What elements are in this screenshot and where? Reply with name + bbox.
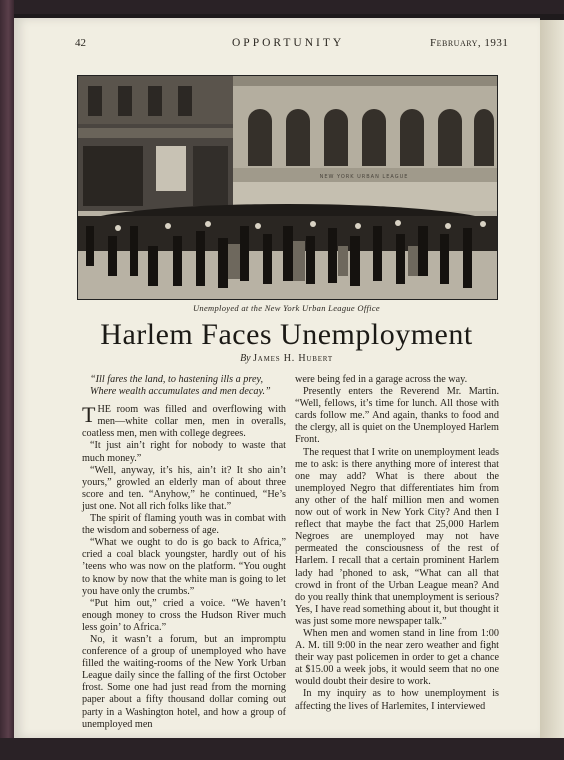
byline-prefix: By (240, 353, 251, 364)
paragraph: In my inquiry as to how unemployment is affecting the lives of Harlemites, I interviewed (295, 688, 499, 712)
magazine-title: OPPORTUNITY (232, 37, 345, 49)
paragraph: “Well, anyway, it’s his, ain’t it? It sho ain’t yours,” growled an elderly man of about three score and ten. “Anyhow,” he continued, “He’s just one. Not all rich folks like that.” (82, 464, 286, 512)
facing-page-edge (540, 20, 564, 738)
paragraph: When men and women stand in line from 1:00 A. M. till 9:00 in the near zero weather and fight their way past policemen in order to get a chance at $15.00 a week jobs, it would seem that no one would doubt their desire to work. (295, 627, 499, 688)
photo-caption: Unemployed at the New York Urban League Office (192, 303, 380, 313)
paragraph: THE room was filled and overflowing with men—white collar men, men in overalls, coatless men, men with college degrees. (82, 402, 286, 440)
article-column-right (295, 374, 499, 713)
paragraph: No, it wasn’t a forum, but an impromptu conference of a group of unemployed who have filled the waiting-rooms of the New York Urban League daily since the falling of the first October frost. Some one had just read from the morning paper about a fifty thousand dollar coming out party in a Washington hotel, and how a group of unemployed men (82, 633, 286, 730)
paragraph: were being fed in a garage across the way. (295, 374, 468, 385)
article-title: Harlem Faces Unemployment (100, 318, 473, 351)
article-column-left (82, 374, 286, 731)
drop-cap: T (82, 402, 96, 428)
photo-illustration (78, 76, 497, 299)
epigraph-line-2: Where wealth accumulates and men decay.” (90, 386, 271, 398)
scan-bottom-edge (0, 738, 564, 760)
book-spine (0, 0, 14, 760)
paragraph: The spirit of flaming youth was in combat with the wisdom and soberness of age. (82, 513, 286, 537)
page-number: 42 (75, 37, 86, 49)
crowd-photograph (77, 75, 498, 300)
paragraph: “What we ought to do is go back to Africa,” cried a coal black youngster, hardly out of his ’teens who was now on the platform. “You ought to know by now that the white man is going to let you have only the crumbs.” (82, 537, 286, 597)
paragraph: “It just ain’t right for nobody to waste that much money.” (82, 440, 286, 464)
scan-top-edge (0, 0, 564, 14)
epigraph-line-1: “Ill fares the land, to hastening ills a prey, (90, 374, 263, 385)
building-sign: NEW YORK URBAN LEAGUE (319, 174, 409, 180)
epigraph (82, 374, 286, 398)
issue-date: February, 1931 (430, 37, 509, 49)
paragraph: The request that I write on unemployment leads me to ask: is there anything more of interest that one may add? What is there about the unemployed Negro that differentiates him from any other of the half million men and women now out of work in New York City? And then I reflect that maybe the fact that 25,000 Harlem Negroes are unemployed may not have permeated the consciousness of the rest of Harlem. I recall that a certain prominent Harlem lady had ’phoned to ask, “What can all that crowd in front of the Urban League mean? And do you really think that unemployment is serious? Yes, I have read something about it, but thought it was just some more newspaper talk.” (295, 446, 499, 627)
paragraph: Presently enters the Reverend Mr. Martin. “Well, fellows, it’s time for lunch. All those with cards follow me.” And again, thanks to food and the clergy, all is quiet on the Unemployed Harlem Front. (295, 386, 499, 446)
article-byline (77, 353, 496, 364)
paragraph: “Put him out,” cried a voice. “We haven’t enough money to cross the Hudson River much less goin’ to Africa.” (82, 597, 286, 633)
author-name: James H. Hubert (253, 353, 333, 364)
